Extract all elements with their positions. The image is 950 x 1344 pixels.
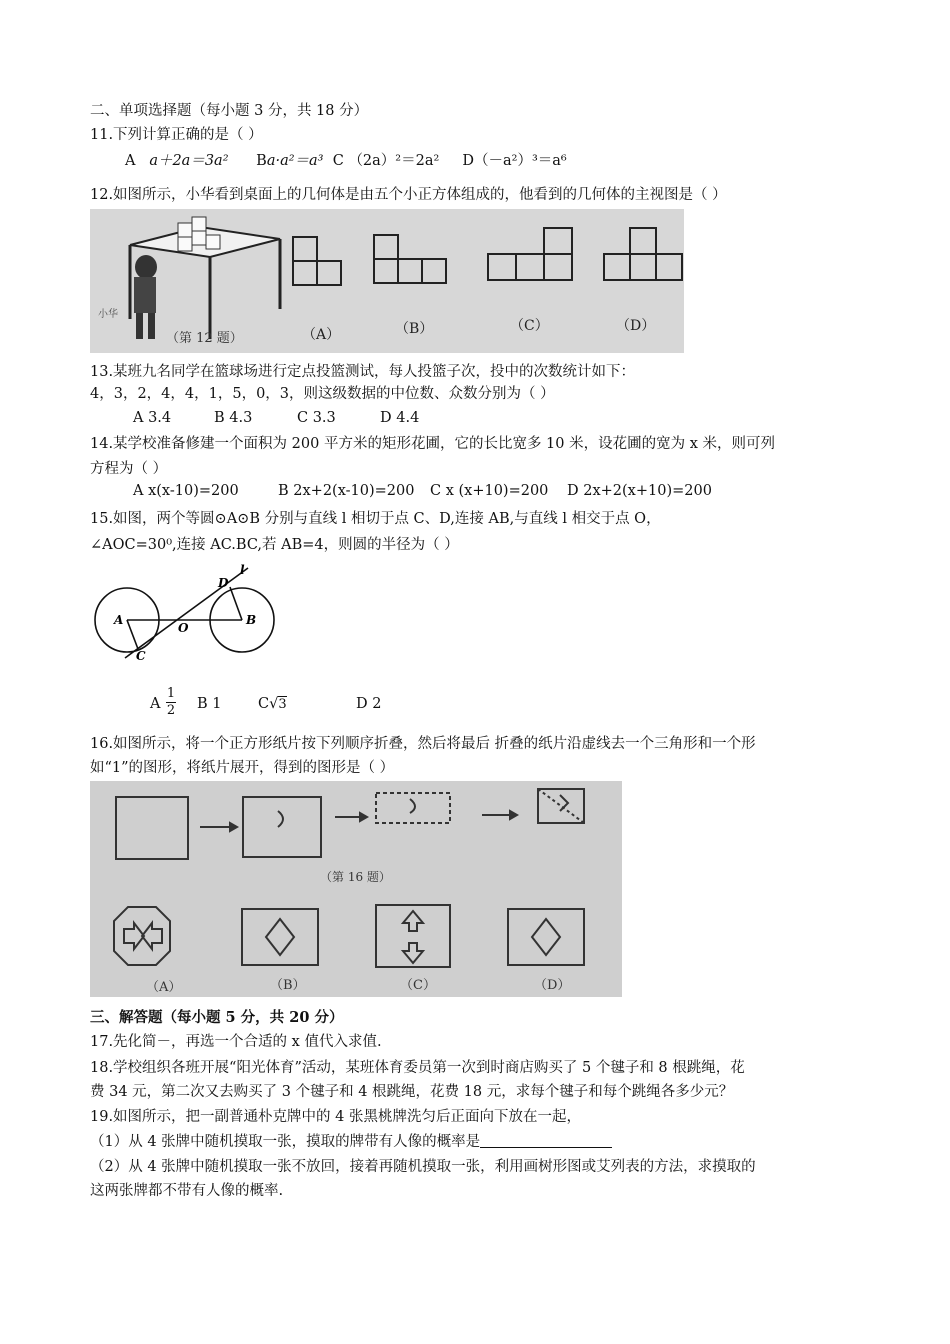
- q14-option-c: C x (x+10)=200: [430, 483, 549, 499]
- q11-option-c-label: C: [332, 153, 344, 169]
- q11-option-a-label: A: [125, 153, 136, 169]
- q15-option-c-label: C: [258, 696, 270, 712]
- q16-stem-line1: 16.如图所示，将一个正方形纸片按下列顺序折叠，然后将最后 折叠的纸片沿虚线去一个三角形和一个形: [90, 736, 756, 752]
- q12-label-a: （A）: [302, 327, 341, 343]
- q12-label-d: （D）: [616, 318, 656, 334]
- q12-figure-caption: （第 12 题）: [166, 331, 243, 346]
- q15-option-a-denominator: 2: [166, 703, 176, 718]
- q14-option-a: A x(x-10)=200: [133, 483, 239, 499]
- q15-figure: [90, 562, 290, 674]
- q12-label-c: （C）: [510, 318, 549, 334]
- q16-figure: [90, 781, 622, 997]
- q13-option-d: D 4.4: [380, 410, 420, 426]
- section3-title: 三、解答题（每小题 5 分，共 20 分）: [90, 1009, 344, 1026]
- q19-part1-text: （1）从 4 张牌中随机摸取一张，摸取的牌带有人像的概率是: [90, 1134, 481, 1150]
- q13-stem-line2: 4，3，2，4，4，1，5，0，3，则这级数据的中位数、众数分别为（ ）: [90, 386, 555, 402]
- q19-part2-line1: （2）从 4 张牌中随机摸取一张不放回，接着再随机摸取一张，利用画树形图或艾列表的方法，求摸取的: [90, 1159, 756, 1175]
- q15-option-c: [258, 696, 287, 712]
- sqrt-icon: √: [269, 696, 279, 712]
- q19-part2-line2: 这两张牌都不带有人像的概率.: [90, 1183, 284, 1199]
- q15-option-c-radicand: 3: [278, 697, 287, 712]
- q13-option-b: B 4.3: [214, 410, 253, 426]
- q13-option-a: A 3.4: [133, 410, 172, 426]
- q15-option-a-label: A: [150, 696, 161, 712]
- q12-label-b: （B）: [395, 321, 434, 337]
- q19-line1: 19.如图所示，把一副普通朴克牌中的 4 张黑桃牌洗匀后正面向下放在一起，: [90, 1109, 582, 1125]
- q15-point-b: B: [246, 613, 257, 627]
- q11-option-a: a＋2a＝3a²: [149, 153, 229, 169]
- q11-stem: 11.下列计算正确的是（ ）: [90, 127, 263, 143]
- q12-figure: [90, 209, 684, 353]
- q12-person-label: 小华: [98, 309, 118, 320]
- q14-option-b: B 2x+2(x-10)=200: [278, 483, 415, 499]
- q15-option-b: B 1: [197, 696, 222, 712]
- q15-point-o: O: [178, 621, 189, 635]
- q15-stem-line2: ∠AOC=30⁰,连接 AC.BC,若 AB=4，则圆的半径为（ ）: [90, 537, 459, 553]
- section-title: 二、单项选择题（每小题 3 分，共 18 分）: [90, 103, 369, 119]
- q11-option-b: a·a²＝a³: [266, 153, 324, 169]
- q16-label-a: （A）: [146, 980, 182, 995]
- q18-line1: 18.学校组织各班开展“阳光体育”活动，某班体育委员第一次到时商店购买了 5 个毽子和 8 根跳绳，花: [90, 1060, 745, 1076]
- q15-line-l: l: [240, 563, 245, 577]
- q16-figure-drawing: [90, 781, 622, 997]
- q14-stem-line1: 14.某学校准备修建一个面积为 200 平方米的矩形花圃，它的长比宽多 10 米，设花圃的宽为 x 米，则可列: [90, 436, 776, 452]
- q14-option-d: D 2x+2(x+10)=200: [567, 483, 712, 499]
- q16-label-c: （C）: [400, 978, 436, 993]
- q12-figure-drawing: [90, 209, 684, 353]
- q17-text: 17.先化简－，再选一个合适的 x 值代入求值.: [90, 1034, 382, 1050]
- q13-option-c: C 3.3: [297, 410, 336, 426]
- q15-option-a-fraction: [166, 686, 176, 719]
- q19-part1: [90, 1132, 612, 1152]
- q11-option-c: （2a）²＝2a²: [348, 153, 440, 169]
- q15-point-d: D: [218, 576, 229, 590]
- q16-label-d: （D）: [534, 978, 571, 993]
- q19-answer-blank: [480, 1133, 612, 1148]
- q12-stem: 12.如图所示，小华看到桌面上的几何体是由五个小正方体组成的，他看到的几何体的主视图是（ ）: [90, 187, 727, 203]
- q15-option-d: D 2: [356, 696, 382, 712]
- q16-figure-caption: （第 16 题）: [320, 870, 391, 884]
- q11-options: [125, 151, 567, 171]
- q11-option-b-label: B: [256, 153, 267, 169]
- q14-stem-line2: 方程为（ ）: [90, 461, 168, 477]
- q15-option-a-numerator: 1: [166, 686, 176, 701]
- q16-label-b: （B）: [270, 978, 306, 993]
- q11-option-d: （－a²）³＝a⁶: [474, 153, 567, 169]
- q15-point-a: A: [114, 613, 124, 627]
- q18-line2: 费 34 元，第二次又去购买了 3 个毽子和 4 根跳绳，花费 18 元，求每个毽子和每个跳绳各多少元？: [90, 1084, 734, 1100]
- q15-point-c: C: [136, 649, 146, 663]
- q16-stem-line2: 如“1”的图形，将纸片展开，得到的图形是（ ）: [90, 760, 395, 776]
- q15-stem-line1: 15.如图，两个等圆⊙A⊙B 分别与直线 l 相切于点 C、D,连接 AB,与直线 l 相交于点 O，: [90, 511, 661, 527]
- q11-option-d-label: D: [462, 153, 474, 169]
- q13-stem-line1: 13.某班九名同学在篮球场进行定点投篮测试，每人投篮子次，投中的次数统计如下：: [90, 364, 636, 380]
